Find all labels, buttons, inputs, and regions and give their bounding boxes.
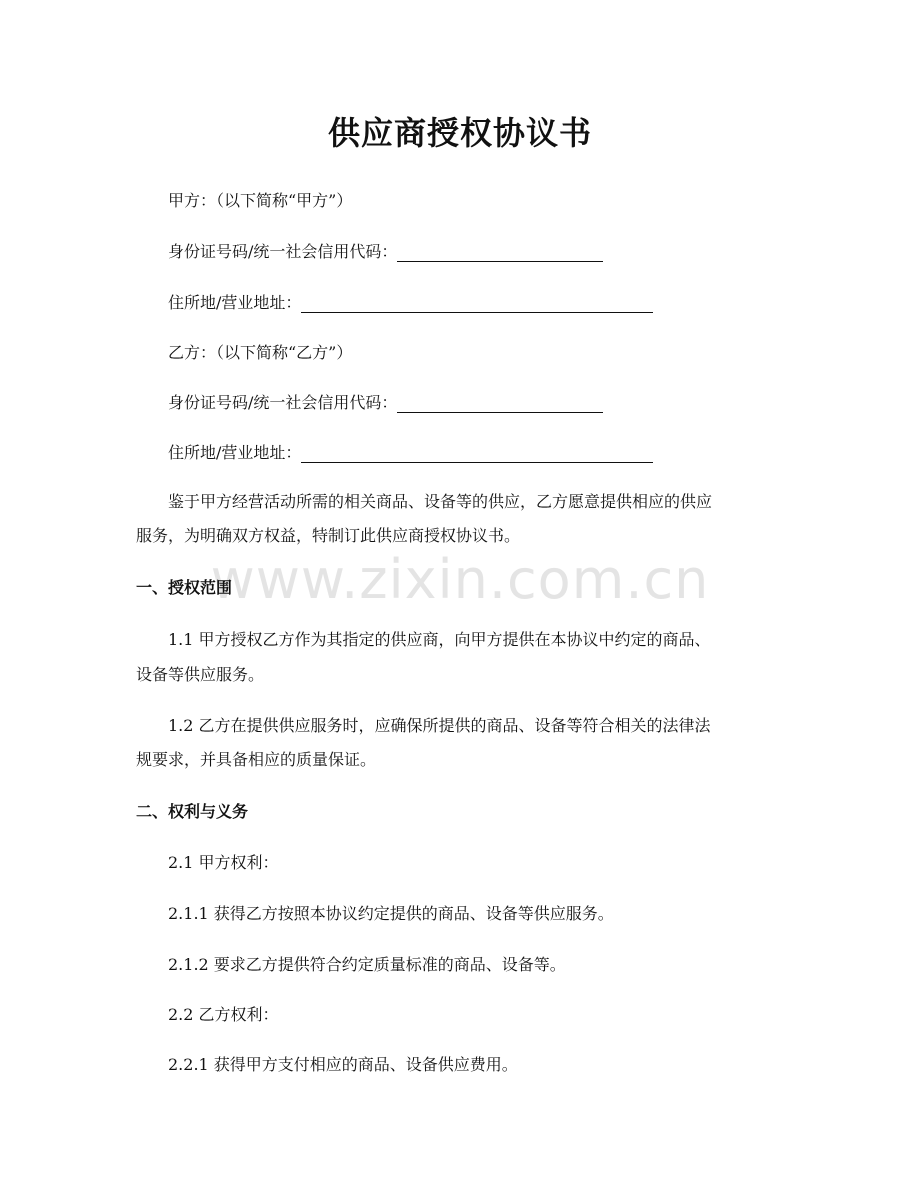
clause-2-1-1: 2.1.1 获得乙方按照本协议约定提供的商品、设备等供应服务。 <box>168 904 614 923</box>
clause-2-2: 2.2 乙方权利： <box>168 1005 279 1024</box>
clause-1-1-line-1: 1.1 甲方授权乙方作为其指定的供应商，向甲方提供在本协议中约定的商品、 <box>168 630 711 649</box>
watermark: www.zixin.com.cn <box>210 548 710 611</box>
party-a-address-blank <box>301 294 653 313</box>
party-a-id-blank <box>397 243 603 262</box>
party-b-id-label: 身份证号码/统一社会信用代码： <box>168 393 398 412</box>
party-b-line: 乙方：（以下简称“乙方”） <box>168 343 353 362</box>
party-a-id-label: 身份证号码/统一社会信用代码： <box>168 242 398 261</box>
preamble-line-2: 服务，为明确双方权益，特制订此供应商授权协议书。 <box>136 526 521 545</box>
party-a-address-label: 住所地/营业地址： <box>168 293 302 312</box>
clause-1-2-line-1: 1.2 乙方在提供供应服务时，应确保所提供的商品、设备等符合相关的法律法 <box>168 716 711 735</box>
party-a-id-field <box>168 242 603 262</box>
section-1-heading: 一、授权范围 <box>136 578 233 597</box>
clause-2-1-2: 2.1.2 要求乙方提供符合约定质量标准的商品、设备等。 <box>168 955 566 974</box>
party-b-address-label: 住所地/营业地址： <box>168 443 302 462</box>
clause-1-1-line-2: 设备等供应服务。 <box>136 665 265 684</box>
party-b-id-blank <box>397 394 603 413</box>
party-b-address-field <box>168 443 653 463</box>
document-title: 供应商授权协议书 <box>327 114 592 152</box>
clause-2-2-1: 2.2.1 获得甲方支付相应的商品、设备供应费用。 <box>168 1055 518 1074</box>
preamble-line-1: 鉴于甲方经营活动所需的相关商品、设备等的供应，乙方愿意提供相应的供应 <box>168 492 713 511</box>
clause-2-1: 2.1 甲方权利： <box>168 853 279 872</box>
party-a-line: 甲方：（以下简称“甲方”） <box>168 191 353 210</box>
party-a-address-field <box>168 293 653 313</box>
section-2-heading: 二、权利与义务 <box>136 802 249 821</box>
party-b-id-field <box>168 393 603 413</box>
clause-1-2-line-2: 规要求，并具备相应的质量保证。 <box>136 750 377 769</box>
party-b-address-blank <box>301 444 653 463</box>
